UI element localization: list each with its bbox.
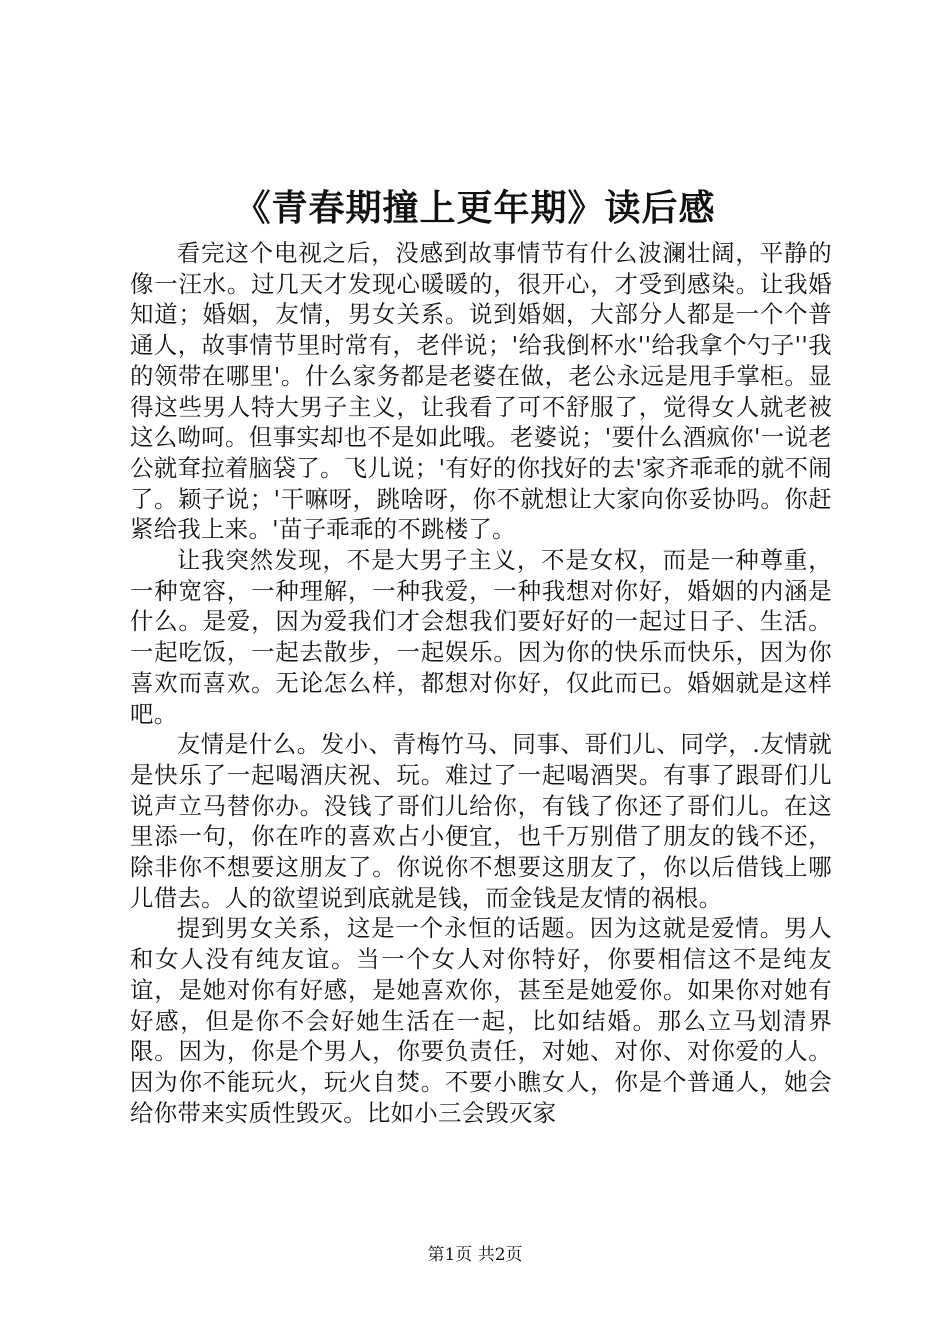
paragraph: 提到男女关系，这是一个永恒的话题。因为这就是爱情。男人和女人没有纯友谊。当一个女人对你特好，你要相信这不是纯友谊，是她对你有好感，是她喜欢你，甚至是她爱你。如果你对她有好感，但是你不会好她生活在一起，比如结婚。那么立马划清界限。因为，你是个男人，你要负责任，对她、对你、对你爱的人。因为你不能玩火，玩火自焚。不要小瞧女人，你是个普通人，她会给你带来实质性毁灭。比如小三会毁灭家 — [130, 914, 832, 1127]
body-text — [130, 238, 832, 1128]
paragraph: 让我突然发现，不是大男子主义，不是女权，而是一种尊重，一种宽容，一种理解，一种我爱，一种我想对你好，婚姻的内涵是什么。是爱，因为爱我们才会想我们要好好的一起过日子、生活。一起吃饭，一起去散步，一起娱乐。因为你的快乐而快乐，因为你喜欢而喜欢。无论怎么样，都想对你好，仅此而已。婚姻就是这样吧。 — [130, 546, 832, 728]
page-footer: 第1页 共2页 — [427, 1245, 523, 1265]
paragraph: 友情是什么。发小、青梅竹马、同事、哥们儿、同学，.友情就是快乐了一起喝酒庆祝、玩。难过了一起喝酒哭。有事了跟哥们儿说声立马替你办。没钱了哥们儿给你，有钱了你还了哥们儿。在这里添一句，你在咋的喜欢占小便宜，也千万别借了朋友的钱不还，除非你不想要这朋友了。你说你不想要这朋友了，你以后借钱上哪儿借去。人的欲望说到底就是钱，而金钱是友情的祸根。 — [130, 730, 832, 912]
page-title: 《青春期撞上更年期》读后感 — [234, 187, 716, 229]
paragraph: 看完这个电视之后，没感到故事情节有什么波澜壮阔，平静的像一汪水。过几天才发现心暖暖的，很开心，才受到感染。让我婚知道；婚姻，友情，男女关系。说到婚姻，大部分人都是一个个普通人，故事情节里时常有，老伴说；'给我倒杯水''给我拿个勺子''我的领带在哪里'。什么家务都是老婆在做，老公永远是甩手掌柜。显得这些男人特大男子主义，让我看了可不舒服了，觉得女人就老被这么呦呵。但事实却也不是如此哦。老婆说；'要什么酒疯你'一说老公就耷拉着脑袋了。飞儿说；'有好的你找好的去'家齐乖乖的就不闹了。颖子说；'干嘛呀，跳啥呀，你不就想让大家向你妥协吗。你赶紧给我上来。'苗子乖乖的不跳楼了。 — [130, 239, 832, 544]
